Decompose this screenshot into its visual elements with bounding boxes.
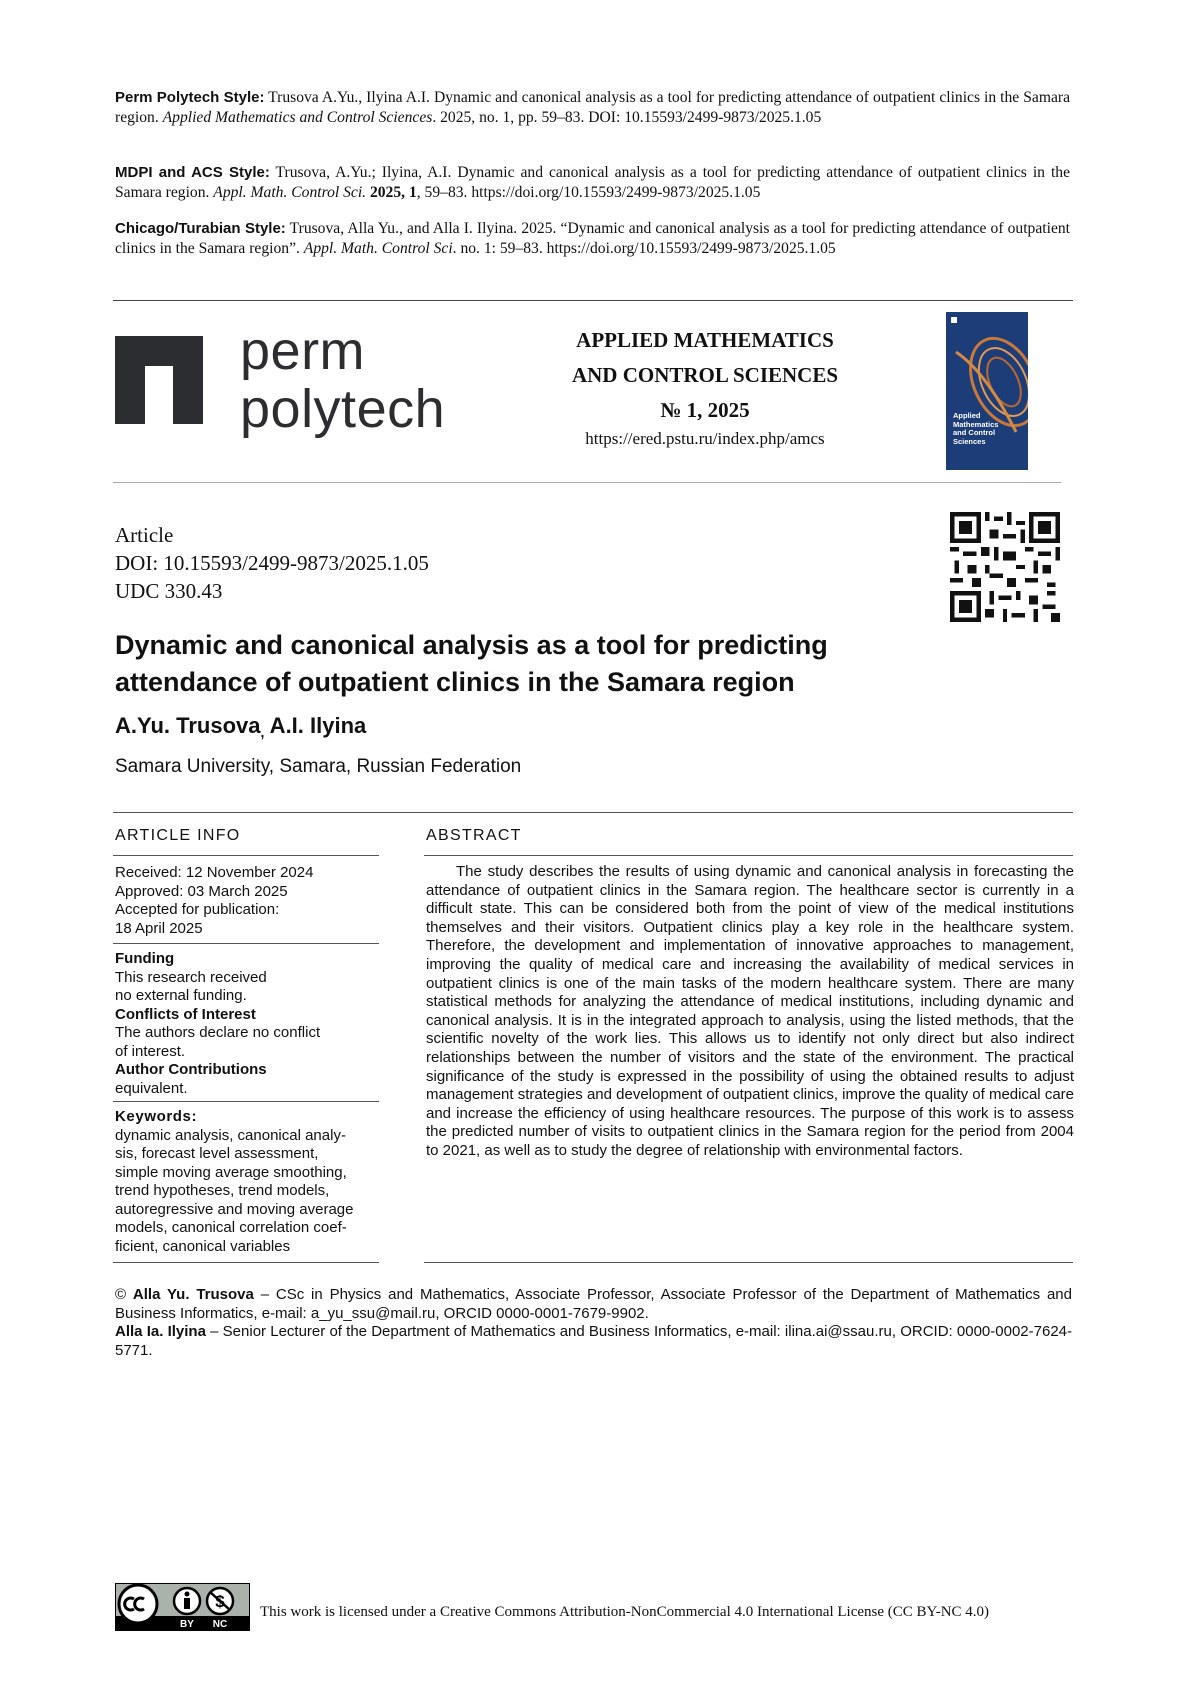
author-footnote: © Alla Yu. Trusova – CSc in Physics and Mathematics, Associate Professor, Associate Professor of the Department of Mathematics and Business Informatics, e-mail: a_yu_ssu@mail.ru, ORCID 0000-0001-7679-9902. Alla Ia. Ilyina – Senior Lecturer of the Department of Mathematics and Business Informatics, e-mail: ilina.ai@ssau.ru, ORCID: 0000-0002-7624-5771.	[115, 1286, 1072, 1360]
citation-perm-label: Perm Polytech Style:	[115, 89, 264, 106]
journal-url[interactable]: https://ered.pstu.ru/index.php/amcs	[520, 429, 890, 449]
cc-by-label: BY	[180, 1619, 194, 1630]
citation-perm: Perm Polytech Style: Trusova A.Yu., Ilyina A.I. Dynamic and canonical analysis as a tool for predicting attendance of outpatient clinics in the Samara region. Applied Mathematics and Control Sciences. 2025, no. 1, pp. 59–83. DOI: 10.15593/2499-9873/2025.1.05	[115, 88, 1070, 127]
received-date: Received: 12 November 2024	[115, 864, 375, 883]
journal-rule	[113, 482, 1061, 483]
journal-issue: № 1, 2025	[520, 393, 890, 428]
journal-cover	[946, 312, 1028, 470]
perm-polytech-logo-mark	[115, 336, 203, 424]
cc-by-nc-badge[interactable]	[115, 1583, 250, 1631]
citation-mdpi-label: MDPI and ACS Style:	[115, 164, 270, 181]
keyword-line: sis, forecast level assessment,	[115, 1145, 375, 1164]
keywords-rule	[113, 1262, 379, 1263]
article-dates: Received: 12 November 2024 Approved: 03 March 2025 Accepted for publication: 18 April 2025	[115, 864, 375, 938]
article-title: Dynamic and canonical analysis as a tool for predicting attendance of outpatient clinics in the Samara region	[115, 627, 975, 701]
approved-date: Approved: 03 March 2025	[115, 883, 375, 902]
author-1: A.Yu. Trusova	[115, 713, 261, 738]
abstract-heading: ABSTRACT	[426, 827, 522, 845]
keywords-heading: Keywords:	[115, 1108, 197, 1125]
citation-chicago-label: Chicago/Turabian Style:	[115, 220, 286, 237]
cc-nc-label: NC	[213, 1619, 227, 1630]
article-info-heading: ARTICLE INFO	[115, 827, 241, 845]
article-type: Article	[115, 521, 429, 549]
article-doi: DOI: 10.15593/2499-9873/2025.1.05	[115, 549, 429, 577]
info-top-rule	[113, 812, 1073, 813]
citation-chicago: Chicago/Turabian Style: Trusova, Alla Yu., and Alla I. Ilyina. 2025. “Dynamic and canonical analysis as a tool for predicting attendance of outpatient clinics in the Samara region”. Appl. Math. Control Sci. no. 1: 59–83. https://doi.org/10.15593/2499-9873/2025.1.05	[115, 219, 1070, 258]
perm-polytech-logo-text: perm polytech	[240, 322, 445, 438]
license-text: This work is licensed under a Creative Commons Attribution-NonCommercial 4.0 International License (CC BY-NC 4.0)	[260, 1604, 989, 1621]
declarations-rule	[113, 1101, 379, 1102]
article-meta	[115, 521, 429, 605]
abstract-text: The study describes the results of using dynamic and canonical analysis in forecasting the attendance of outpatient clinics in the Samara region. The healthcare sector is currently in a difficult state. This can be considered both from the point of view of the medical institutions themselves and their visitors. Outpatient clinics play a key role in the healthcare system. Therefore, the development and implementation of innovative approaches to management, improving the quality of medical care and increasing the availability of medical services in outpatient clinics is one of the main tasks of the modern healthcare system. There are many statistical methods for analyzing the attendance of medical institutions, including dynamic and canonical analysis. It is in the integrated approach to analysis, using the listed methods, that the scientific novelty of the work lies. This allows us to identify not only direct but also indirect relationships between the number of visitors and the state of the environment. The practical significance of the study is expressed in the possibility of using the obtained results to adjust management strategies and development of outpatient clinics, improve the quality of medical care and increase the efficiency of using healthcare resources. The purpose of this work is to assess the predicted number of visits to outpatient clinics in the Samara region for the period from 2004 to 2021, as well as to study the degree of relationship with environmental factors.	[426, 863, 1074, 1161]
author-1-name: Alla Yu. Trusova	[133, 1286, 254, 1303]
dates-rule	[113, 943, 379, 944]
keywords	[115, 1108, 375, 1256]
keyword-line: trend hypotheses, trend models,	[115, 1182, 375, 1201]
header-rule	[113, 300, 1073, 301]
keyword-line: ficient, canonical variables	[115, 1238, 375, 1257]
abstract-bottom-rule	[424, 1262, 1073, 1263]
accepted-date: 18 April 2025	[115, 920, 375, 939]
affiliation: Samara University, Samara, Russian Federation	[115, 756, 521, 778]
article-udc: UDC 330.43	[115, 577, 429, 605]
qr-code	[950, 512, 1060, 622]
info-head-rule	[113, 855, 379, 856]
article-declarations: Funding This research received no external funding. Conflicts of Interest The authors declare no conflict of interest. Author Contributions equivalent.	[115, 950, 375, 1098]
keyword-line: simple moving average smoothing,	[115, 1164, 375, 1183]
conflicts-heading: Conflicts of Interest	[115, 1006, 256, 1023]
journal-cover-title: Applied Mathematics and Control Sciences	[953, 412, 1013, 446]
author-2-name: Alla Ia. Ilyina	[115, 1323, 206, 1340]
funding-heading: Funding	[115, 950, 174, 967]
citation-mdpi: MDPI and ACS Style: Trusova, A.Yu.; Ilyina, A.I. Dynamic and canonical analysis as a tool for predicting attendance of outpatient clinics in the Samara region. Appl. Math. Control Sci. 2025, 1, 59–83. https://doi.org/10.15593/2499-9873/2025.1.05	[115, 163, 1070, 202]
keyword-line: models, canonical correlation coef-	[115, 1219, 375, 1238]
keyword-line: autoregressive and moving average	[115, 1201, 375, 1220]
journal-name: APPLIED MATHEMATICS AND CONTROL SCIENCES № 1, 2025	[520, 323, 890, 428]
author-2: A.I. Ilyina	[264, 713, 366, 738]
contributions-heading: Author Contributions	[115, 1061, 267, 1078]
abstract-head-rule	[424, 855, 1073, 856]
article-authors: A.Yu. Trusova, A.I. Ilyina	[115, 713, 366, 740]
keyword-line: dynamic analysis, canonical analy-	[115, 1127, 375, 1146]
